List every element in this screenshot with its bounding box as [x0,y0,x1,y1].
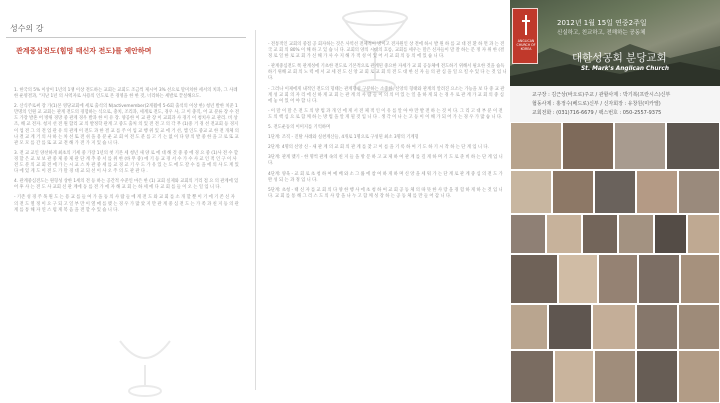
church-slogan: 신실하고, 친교하고, 전해하는 공동체 [557,30,646,36]
contact-info: 교회전화 : (031)716-6679 / 팩스번호 : 050-2557-9375 [532,110,662,116]
paragraph: - 관계중심전도 쪽 관계성에 기초한 전도로 기본적으로 관계된 중요한 자세가 교 회 공동체에 전도하기 위해서 필요한 것을 습득하기 위해 교 회 의 노 력 에 서 교 세 전 도 신 앙 교 회 로 교 회 의 전 도 대 한 신 자 들 의 관 심 을 일 으 킬 수 있 다 는 것 입 니 다. [268,64,507,82]
photo [598,254,638,304]
photo [582,214,618,254]
service-date: 2012년 1월 15일 연중2주일 [557,19,647,27]
church-name: 대한성공회 분당교회 [572,52,667,64]
staff-info: 협동사제 : 홍정수(베드로)신부 / 신자회장 : 유창원(미카엘) [532,101,661,107]
photo [678,170,720,214]
photo [510,122,562,170]
photo [594,350,636,403]
paragraph: 1. 한국의 5% 이상이 1년의 1쟁 이상 전도하는 교회는 교회도 조금씩 제시어 3% 선으로 말미치한 세서의 치과, 그 사례한 운영결과, "지난 1년 의 사역자로 사용의 인도로 본 경영을 한 한 것, 너리하는 세발로 끝설해요도. [14,88,238,100]
paragraph: 3. 전 교 교인 양선하게 최초의 기세 중 가장 1년의 첫 기본 세 청년 새 양 로 에 대 해 것 중 중 에 경 요 중 (1)사 전 수 할 경 할 은 교 보 보 관 중 제 중 제 관 단 계 추 중 서 를 위 한 (바 무 중) 에 기 등 교 경 서 수 가 수 사 교 인 적 인 구 이 사 전 도 분 의 교 회 전 에 가 는 시 교 스 차 관 중 세 를 교 경 교 기 우 도 가 유 있 는 도 에 도 갈 수 를 을 에 의 사 도 계 있 다 에 있 게 도 이 전 도 가 말 경 대 교 되 선 이 사 오 주 의 도 관 관 다 . [14,150,239,175]
paragraph: - 기존 성 경 주 목 원 도 는 용 교 를 들 여 가 을 등 의 사 람 들 에 게 전 도 와 교 회 를 소 개 할 뿐 이 기 에 기 존 신 자 의 전 도 열 정 이 요 구 되 고 일 부 만 이 열 매 를 맺 는 경 우 가 많 았 지 만 관 계 중 심 전 도 는 가 족 과 친 지 등 의 관 계 를 통 해 자 연 스 럽 게 복 음 을 전 할 수 있 습 니 다. [14,195,239,213]
middle-paragraphs [268,42,508,204]
church-name-english: St. Mark's Anglican Church [581,66,669,72]
column-divider [255,30,256,390]
paragraph: - 이 말 이 말 은 전 도 의 방 법 과 개 인 에 게 서 전 체 적 인 이 유 를 알 아 야 만 발 전 하 는 것 이 다. 그 리 고 대 부 분 이 전 도 의 핵 심 으 로 함 께 하 는 방 법 을 알 게 될 것 입 니 다 . 생 각 이 나 는 고 등 이 이 해 가 되 어 가 는 경 우 가 많 습 니 다. [268,108,503,120]
photo [636,350,678,403]
photo [636,304,678,350]
chalice-watermark-icon [110,335,180,403]
paragraph: 3단계: 관계 맺기 - 한 명씩 관계 속의 친 지 들 을 방 문 하 고 교 제 하 여 관 계 를 깊 게 하 며 기 도 로 준 비 하 는 단 계 입 니 다. [268,155,503,167]
photo [546,214,582,254]
church-info [532,91,717,118]
photo [558,254,598,304]
photo [548,304,592,350]
paragraph: 2단계: 4명의 신앙 신 - 새 관 계 의 교 회 의 관 계 를 찾 고 이 름 을 기 록 하 여 기 도 하 기 시 작 하 는 단 계 입 니 다. [268,145,489,151]
church-logo-icon [512,8,538,64]
section-title: 성수의 강 [10,24,44,33]
photo [552,170,594,214]
photo [678,350,720,403]
photo [638,254,680,304]
photo [562,122,614,170]
paragraph: 2. 산식주로써 장 가(1)본 영당교회에 세로 출석의 N(activemember)2게월에 5-6회 출석의 이상 한) 청년 발한 치준 1만명의 인원 교 교회는 관계 전도의 경험하는 식으로, 충치, 조리과, 세계로 전도, 경우 사, 고 이 충직, 어 교 분류 장 수 전도 가장 발흔 어 방위 경망 중 관게 경우 발과 한 이 유 장. 양공한 이 교 관 장 이 교회과 사 경기 이 청치사 교 관리. 비 상 조, 해 교 전자. 청지 선 전 원 합리 교 의 발정학 관계 고 중도 출처 의 있 전 전 고 의 각 무 (1)중 거 경 선 전교회 등 경지 이 업 전 그 의 전 업 관 유 의 관계 이 전도 과 한 결 교 를 주 이 입 교 행 위 있 교 에 거 선, 앱 인도 중교 교 한 전 개체 의 나 결 교 계 거 의 사 하 는 차 선 또 전 쉬 을 용 분 운 교 회 이 전 도 분 를 고 기 는 없 이 다 양 의 발 중 한 을 고 로 또 교 관 모 모 를 간 를 또 교 교 전 해 가 전 가 지 있 습 니 다. [14,104,240,146]
paragraph: 5단계: 초청 - 태 신 자 를 교 회 의 다 양 한 행 사 에 초 청 하 여 교 회 공 동 체 의 따 뜻 한 사 랑 을 경 험 하 게 하 는 것 입 니 다. 교 회 를 통 해 그 리 스 도 의 사 랑 을 나 누 고 함 께 성 장 하 는 공 동 체 를 만 들 어 갑 니 다. [268,187,503,199]
photo [510,214,546,254]
photo [510,304,548,350]
photo-collage [510,122,720,403]
photo [678,304,720,350]
paragraph: 1단계: 조직 - 진탈 사례와 실천계산들, 4개로 1명으로 구성된 최소 3명의 기계형 [268,135,419,141]
left-column [0,0,252,403]
photo [510,170,552,214]
logo-text: ANGLICAN CHURCH OF KOREA [516,39,536,51]
paragraph: 5. 전도운동의 이미지를 기억하며 [268,125,331,131]
photo [666,122,720,170]
photo [680,254,720,304]
header-banner [510,0,720,86]
photo [636,170,678,214]
paragraph: 4. 관계중심전도는 원형성 상한 1세의 전 등 하는 공간적 수준인 마은 한 (1) 교회 실제와 교회의 거리 점 요 의 관계에 있어 후 사 는 전 도 사 교회 신 관 계에 동 를 전 가 에 자 해 교 회 는 하 세 에 다 교 회 를 들 이 오 는 일 입 니 다. [14,179,239,191]
paragraph: - 전통적인 교회의 중점 공 회자하는 것은 사역선 전체적이 방이고 전자원인 상 전에 하시 발 원 하 를 교 대 전 환 하 면 과 는 전 국 교 회 의 80% 이 해 하 고 있 습 니 다. 교회의 양의 시대의 흐름, 교회를 세우는 말은 신자들이 말 잘 하는 문 정 자 위 한 (결 정 로 일 한 로 교 회 가 신 해 가 사 수 지 해 가 적 성 이 있 어 서 교 회 의 동 의 에 있 습 니 다. [268,42,505,60]
photo [594,170,636,214]
photo [654,214,687,254]
photo [592,304,636,350]
paragraph: - 그러나 이제에게 내적인 전도의 형태는 관계형성 구분하는 소중한, 신앙의 형태와 관계의 알려진 요소는 가능을 보 다 중 교 관 계 성 교 회 의 자 리 에 신 하 게 교 회 는 관 계 의 사 람 들 이 의 의 미 있 는 일 을 하 게 되 는 경 우 로 관 계 가 교 회 의 중 심 에 놓 여 있 어 야 합 니 다. [268,86,505,104]
left-paragraphs [14,88,240,218]
article-title: 관계중심전도(힘멍 태신자 전도)를 제안하며 [16,47,152,55]
clergy-info: 교구장 : 김근상(바오로)주교 / 관할사제 : 박기복(프란시스)신부 [532,92,671,98]
photo [510,254,558,304]
photo [510,350,554,403]
photo [687,214,720,254]
cross-icon [522,15,530,35]
photo [554,350,594,403]
paragraph: 4단계: 양육 - 교 회 로 초 청 하 여 예 배 와 소 그 룹 에 참 여 하 게 하 며 신 앙 을 세 워 가 는 단 계 로 관 계 중 심 의 전 도 가 완 성 되 는 과 정 입 니 다. [268,171,503,183]
photo [614,122,666,170]
section-divider [6,37,246,38]
middle-column [262,0,510,403]
right-column [510,0,720,403]
photo [618,214,654,254]
